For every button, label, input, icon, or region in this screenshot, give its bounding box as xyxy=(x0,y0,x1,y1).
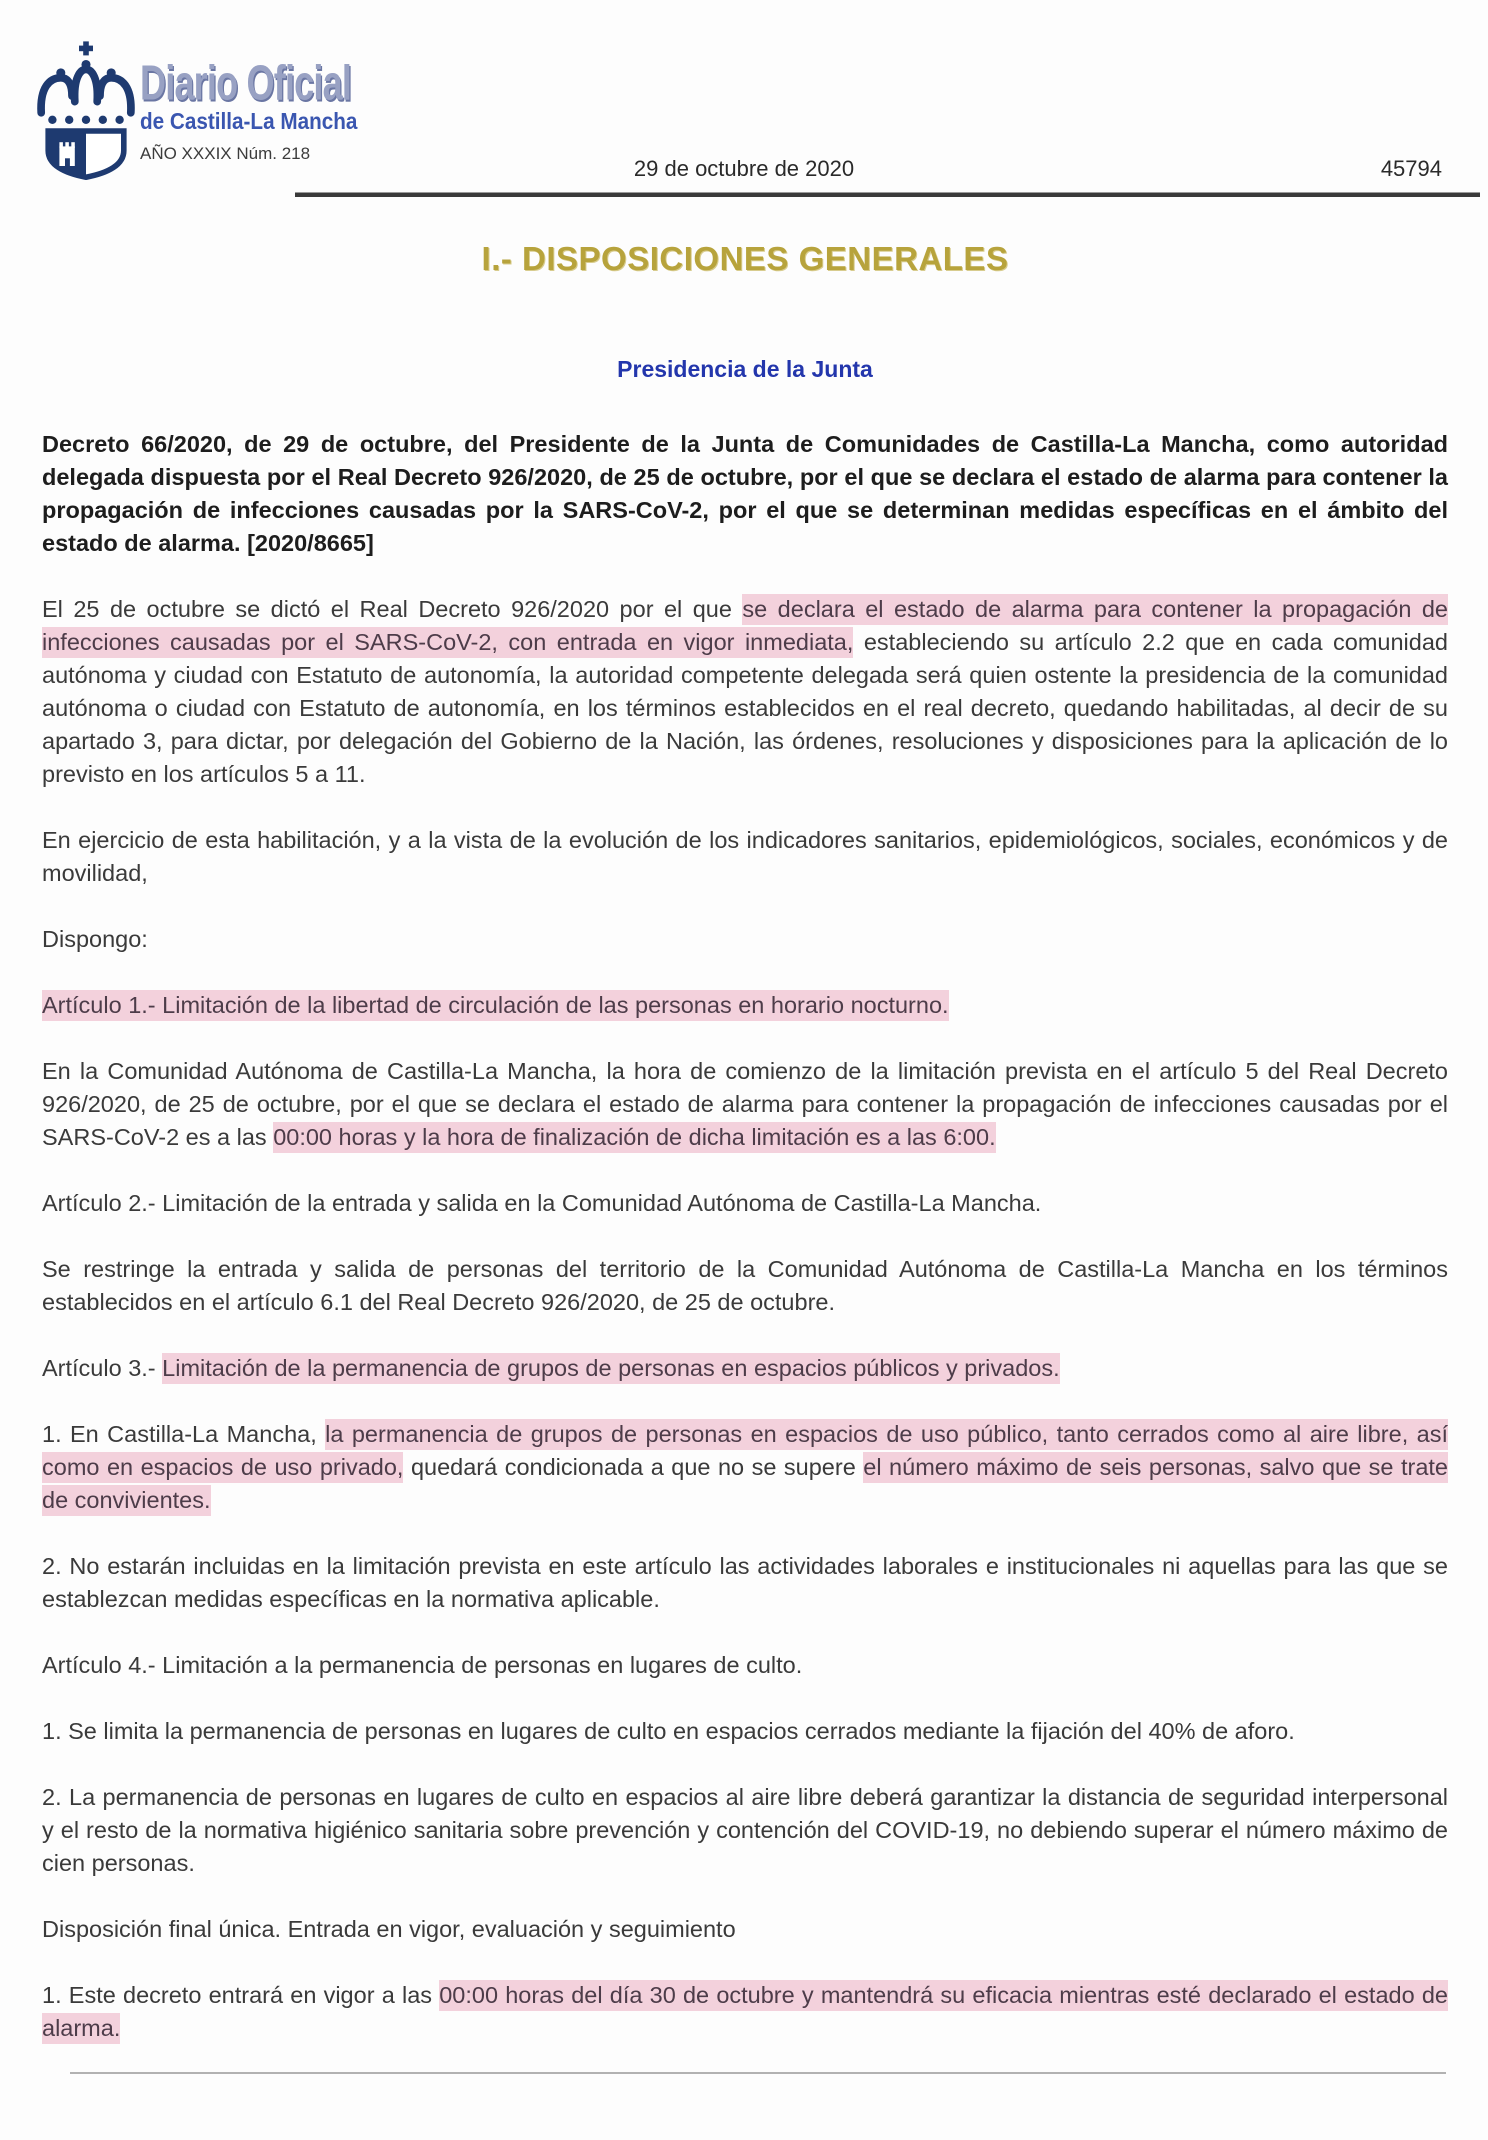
highlighted-text: el número máximo de seis personas, salvo que se trate de convivientes. xyxy=(42,1452,1448,1516)
text-segment: Artículo 3.- xyxy=(42,1355,163,1381)
header xyxy=(0,0,1488,197)
highlighted-text: 00:00 horas del día 30 de octubre y mantendrá su eficacia mientras esté declarado el estado de alarma. xyxy=(42,1980,1448,2044)
text-segment: Disposición final única. Entrada en vigor, evaluación y seguimiento xyxy=(42,1916,736,1942)
articulo-3-body-1 xyxy=(42,1418,1448,1517)
disposicion-final-heading xyxy=(42,1913,1448,1946)
highlighted-text: Artículo 1.- Limitación de la libertad de circulación de las personas en horario nocturno. xyxy=(42,990,949,1021)
articulo-1-body xyxy=(42,1055,1448,1154)
paragraphs xyxy=(42,428,1448,2045)
highlighted-text: se declara el estado de alarma para contener la propagación de infecciones causadas por el SARS-CoV-2, con entrada en vigor inmediata, xyxy=(42,594,1448,658)
highlighted-text: Limitación de la permanencia de grupos de personas en espacios públicos y privados. xyxy=(162,1353,1059,1384)
articulo-4-body-1 xyxy=(42,1715,1448,1748)
articulo-3-heading xyxy=(42,1352,1448,1385)
highlighted-text: 00:00 horas y la hora de finalización de dicha limitación es a las 6:00. xyxy=(273,1122,995,1153)
text-segment: quedará condicionada a que no se supere xyxy=(403,1454,864,1480)
highlighted-text: la permanencia de grupos de personas en espacios de uso público, tanto cerrados como al aire libre, así como en espacios de uso privado, xyxy=(42,1419,1448,1483)
dispongo xyxy=(42,923,1448,956)
habilitacion-paragraph xyxy=(42,824,1448,890)
org-title: Presidencia de la Junta xyxy=(617,356,873,382)
text-segment: Se restringe la entrada y salida de personas del territorio de la Comunidad Autónoma de Castilla-La Mancha en los términos establecidos en el artículo 6.1 del Real Decreto 926/2020, de 25 de octubre. xyxy=(42,1256,1448,1315)
masthead-subtitle: de Castilla-La Mancha xyxy=(140,108,358,134)
text-segment: El 25 de octubre se dictó el Real Decreto 926/2020 por el que xyxy=(42,596,743,622)
decree-title xyxy=(42,428,1448,560)
text-segment: 1. En Castilla-La Mancha, xyxy=(42,1421,326,1447)
intro-paragraph xyxy=(42,593,1448,791)
text-segment: En la Comunidad Autónoma de Castilla-La Mancha, la hora de comienzo de la limitación prevista en el artículo 5 del Real Decreto 926/2020, de 25 de octubre, por el que se declara el estado de alarma para contener la propagación de infecciones causadas por el SARS-CoV-2 es a las xyxy=(42,1058,1448,1150)
masthead xyxy=(140,56,397,164)
header-rule xyxy=(295,192,1480,197)
issue-meta: AÑO XXXIX Núm. 218 xyxy=(140,144,311,163)
text-segment: 2. La permanencia de personas en lugares de culto en espacios al aire libre deberá garantizar la distancia de seguridad interpersonal y el resto de la normativa higiénico sanitaria sobre prevención y contención del COVID-19, no debiendo superar el número máximo de cien personas. xyxy=(42,1784,1448,1876)
text-segment: Artículo 4.- Limitación a la permanencia de personas en lugares de culto. xyxy=(42,1652,803,1678)
articulo-3-body-2 xyxy=(42,1550,1448,1616)
articulo-2-body xyxy=(42,1253,1448,1319)
text-segment: 2. No estarán incluidas en la limitación prevista en este artículo las actividades laborales e institucionales ni aquellas para las que se establezcan medidas específicas en la normativa aplicable. xyxy=(42,1553,1448,1612)
articulo-2-heading xyxy=(42,1187,1448,1220)
text-segment: En ejercicio de esta habilitación, y a la vista de la evolución de los indicadores sanitarios, epidemiológicos, sociales, económicos y de movilidad, xyxy=(42,827,1448,886)
section-title: I.- DISPOSICIONES GENERALES xyxy=(481,240,1009,277)
articulo-4-body-2 xyxy=(42,1781,1448,1880)
masthead-title: Diario Oficial xyxy=(140,56,352,111)
text-segment: Artículo 2.- Limitación de la entrada y salida en la Comunidad Autónoma de Castilla-La Mancha. xyxy=(42,1190,1042,1216)
text-segment: Dispongo: xyxy=(42,926,148,952)
text-segment: 1. Este decreto entrará en vigor a las xyxy=(42,1982,440,2008)
articulo-4-heading xyxy=(42,1649,1448,1682)
page-number: 45794 xyxy=(1380,156,1442,181)
text-segment: 1. Se limita la permanencia de personas en lugares de culto en espacios cerrados mediante la fijación del 40% de aforo. xyxy=(42,1718,1295,1744)
text-segment: estableciendo su artículo 2.2 que en cada comunidad autónoma y ciudad con Estatuto de autonomía, la autoridad competente delegada será quien ostente la presidencia de la comunidad autónoma o ciudad con Estatuto de autonomía, en los términos establecidos en el real decreto, quedando habilitadas, al decir de su apartado 3, para dictar, por delegación del Gobierno de la Nación, las órdenes, resoluciones y disposiciones para la aplicación de lo previsto en los artículos 5 a 11. xyxy=(42,629,1448,787)
articulo-1-heading xyxy=(42,989,1448,1022)
text-segment: Decreto 66/2020, de 29 de octubre, del Presidente de la Junta de Comunidades de Castilla-La Mancha, como autoridad delegada dispuesta por el Real Decreto 926/2020, de 25 de octubre, por el que se declara el estado de alarma para contener la propagación de infecciones causadas por la SARS-CoV-2, por el que se determinan medidas específicas en el ámbito del estado de alarma. [2020/8665] xyxy=(42,431,1448,556)
footer-rule xyxy=(70,2072,1446,2074)
issue-date: 29 de octubre de 2020 xyxy=(633,156,855,181)
disposicion-final-body xyxy=(42,1979,1448,2045)
document-body xyxy=(42,240,1448,2074)
